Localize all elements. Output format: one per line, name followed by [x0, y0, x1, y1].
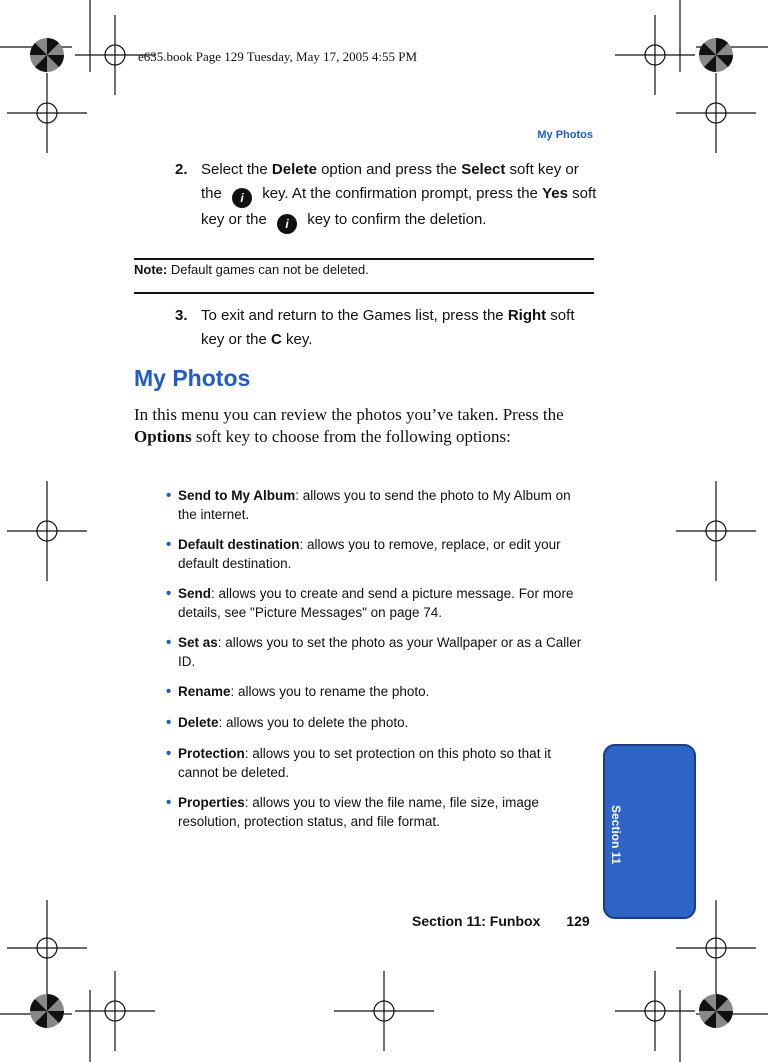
list-item-text: : allows you to remove, replace, or edit your default destination. — [178, 537, 561, 571]
bullet-icon: • — [166, 745, 172, 762]
term-delete: Delete — [271, 161, 317, 178]
list-item-text: : allows you to view the file name, file size, image resolution, protection status, and file format. — [178, 795, 539, 829]
intro-paragraph: In this menu you can review the photos you’ve taken. Press the Options soft key to choose from the following options: — [134, 405, 564, 446]
term-yes: Yes — [542, 185, 568, 202]
footer-section: Section 11: Funbox — [412, 913, 541, 929]
list-item-text: : allows you to send the photo to My Album on the internet. — [178, 488, 571, 522]
bullet-icon: • — [166, 536, 172, 553]
bullet-icon: • — [166, 585, 172, 602]
crosshair-target-upper-right — [676, 73, 756, 153]
note-top-rule — [134, 258, 594, 260]
bullet-icon: • — [166, 634, 172, 651]
page-footer — [412, 913, 590, 929]
crosshair-target-bottom-left — [75, 971, 155, 1051]
step-2 — [175, 158, 605, 233]
term-c: C — [271, 331, 282, 348]
step-number: 2. — [175, 161, 188, 178]
sunburst-target-bottom-right — [699, 994, 733, 1028]
list-item-text: : allows you to set protection on this photo so that it cannot be deleted. — [178, 746, 551, 780]
section-side-tab-label: Section 11 — [609, 805, 623, 865]
step-text: Select the Delete option and press the Select soft key or the i key. At the confirmation prompt, press the Yes soft key or the i key to confirm the deletion. — [201, 158, 601, 234]
list-item-text: : allows you to delete the photo. — [218, 715, 409, 730]
sunburst-target-top-left — [30, 38, 64, 72]
list-item-text: : allows you to create and send a picture message. For more details, see "Picture Messages" on page 74. — [178, 586, 574, 620]
step-number: 3. — [175, 307, 188, 324]
crosshair-target-bottom-center — [334, 971, 434, 1051]
bullet-icon: • — [166, 794, 172, 811]
list-item-term: Properties — [178, 795, 245, 810]
navigation-key-icon: i — [277, 214, 297, 234]
section-heading: My Photos — [134, 365, 251, 391]
list-item-term: Default destination — [178, 537, 300, 552]
bullet-icon: • — [166, 714, 172, 731]
sunburst-target-bottom-left — [30, 994, 64, 1028]
sunburst-target-top-right — [699, 38, 733, 72]
crosshair-target-upper-left — [7, 73, 87, 153]
term-select: Select — [461, 161, 506, 178]
crosshair-target-mid-right — [676, 481, 756, 581]
term-options: Options — [134, 427, 192, 446]
note-bottom-rule — [134, 292, 594, 294]
note-text: Default games can not be deleted. — [167, 262, 369, 277]
list-item-term: Send — [178, 586, 212, 601]
note-label: Note: — [134, 262, 168, 277]
step-text: To exit and return to the Games list, press the Right soft key or the C key. — [201, 307, 575, 348]
crosshair-target-lower-left — [7, 900, 87, 996]
crosshair-target-top-right — [615, 15, 695, 95]
list-item-term: Rename — [178, 684, 231, 699]
bullet-icon: • — [166, 487, 172, 504]
page-number: 129 — [566, 913, 590, 929]
crosshair-target-bottom-right — [615, 971, 695, 1051]
list-item-term: Send to My Album — [178, 488, 296, 503]
term-right: Right — [507, 307, 547, 324]
list-item-text: : allows you to rename the photo. — [230, 684, 430, 699]
list-item-term: Delete — [178, 715, 219, 730]
list-item-term: Set as — [178, 635, 218, 650]
step-3 — [175, 304, 605, 354]
note — [134, 262, 369, 277]
list-item-text: : allows you to set the photo as your Wallpaper or as a Caller ID. — [178, 635, 582, 669]
print-slug-line: e635.book Page 129 Tuesday, May 17, 2005 4:55 PM — [138, 49, 418, 64]
navigation-key-icon: i — [232, 188, 252, 208]
bullet-icon: • — [166, 683, 172, 700]
list-item-term: Protection — [178, 746, 245, 761]
crosshair-target-mid-left — [7, 481, 87, 581]
running-head: My Photos — [537, 129, 593, 141]
